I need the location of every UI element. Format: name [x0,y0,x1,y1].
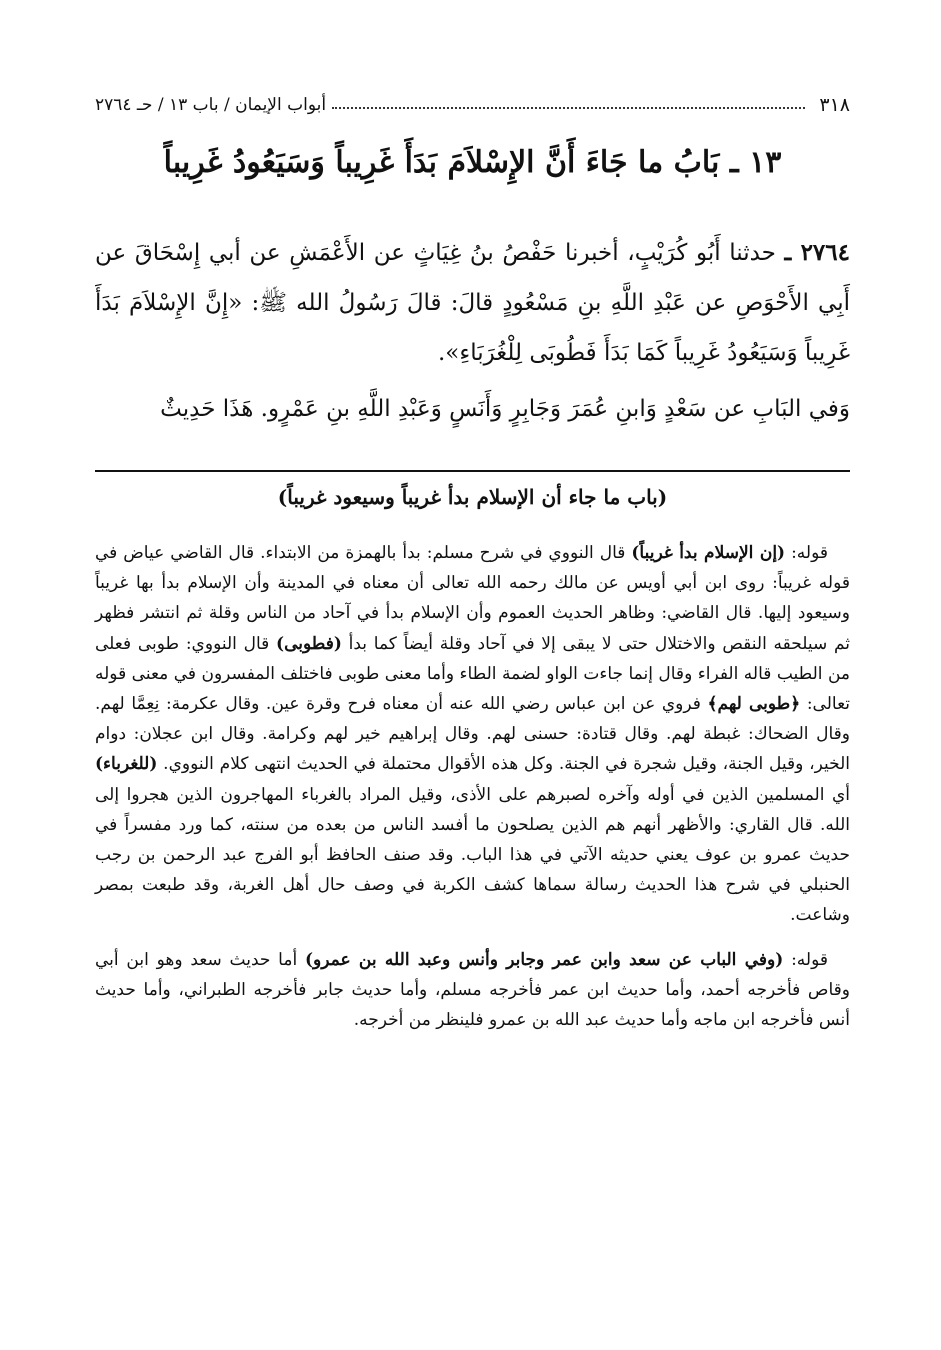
commentary-body: أي المسلمين الذين في أوله وآخره لصبرهم على الأذى، وقيل المراد بالغرباء المهاجرون الذين هجروا إلى الله. قال القاري: والأظهر أنهم هم الذين يصلحون ما أفسد الناس من بعده من سنته، كما ورد مفسراً في حديث عمرو بن عوف يعني حديثه الآتي في هذا الباب. وقد صنف الحافظ أبو الفرج عبد الرحمن بن رجب الحنبلي في شرح هذا الحديث رسالة سماها كشف الكربة في وصف حال أهل الغربة، وقد طبعت بمصر وشاعت. [95,784,850,926]
commentary-paragraph-2 [95,945,850,1036]
page-header [95,90,850,120]
hadith-text [95,228,850,434]
commentary-body: أما حديث سعد وهو ابن أبي وقاص فأخرجه أحمد، وأما حديث ابن عمر فأخرجه مسلم، وأما حديث جابر فأخرجه الطبراني، وأما حديث أنس فأخرجه ابن ماجه وأما حديث عبد الله بن عمرو فلينظر من أخرجه. [95,949,850,1031]
commentary-body: فروي عن ابن عباس رضي الله عنه أن معناه فرح وقرة عين. وقال عكرمة: نِعِمَّا لهم. وقال الضحاك: غبطة لهم. وقال قتادة: حسنى لهم. وقال إبراهيم خير لهم وكرامة. وقال ابن عجلان: دوام الخير، وقيل الجنة، وقيل شجرة في الجنة. وكل هذه الأقوال محتملة في الحديث انتهى كلام النووي. [95,694,850,775]
header-dotted-leader [332,107,805,109]
running-title: أبواب الإيمان / باب ١٣ / حـ ٢٧٦٤ [95,95,327,115]
commentary-text [95,538,850,1035]
chapter-title: ١٣ ـ بَابُ ما جَاءَ أَنَّ الإِسْلاَمَ بَدَأَ غَرِيباً وَسَيَعُودُ غَرِيباً [163,145,782,180]
hadith-body: حدثنا أَبُو كُرَيْبٍ، أخبرنا حَفْصُ بنُ غِيَاثٍ عن الأَعْمَشِ عن أبي إِسْحَاقَ عن أَبِي الأَحْوَصِ عن عَبْدِ اللَّهِ بنِ مَسْعُودٍ قالَ: قالَ رَسُولُ الله ﷺ: «إِنَّ الإِسْلاَمَ بَدَأَ غَرِيباً وَسَيَعُودُ غَرِيباً كَمَا بَدَأَ فَطُوبَى لِلْغُرَبَاءِ». [95,240,850,366]
commentary-lead: قوله: [791,949,829,970]
commentary-quote: (للغرباء) [95,754,158,775]
commentary-quote: (فطوبى) [276,633,342,654]
commentary-quote: (إن الإسلام بدأ غريباً) [631,543,786,563]
commentary-title: (باب ما جاء أن الإسلام بدأ غريباً وسيعود غريباً) [277,485,668,509]
commentary-body: قال النووي: طوبى فعلى من الطيب قاله الفراء وقال إنما جاءت الواو لضمة الطاء وأما معنى طوبى فاختلف المفسرون في معنى قوله تعالى: [95,633,851,715]
hadith-paragraph [95,228,850,378]
hadith-number: ٢٧٦٤ ـ [784,239,850,266]
page-number: ٣١٨ [819,94,850,116]
footnote-divider [95,470,850,472]
commentary-quote: (وفي الباب عن سعد وابن عمر وجابر وأنس وعبد الله بن عمرو) [305,949,784,970]
commentary-body: قال النووي في شرح مسلم: بدأ بالهمزة من الابتداء. قال القاضي عياض في قوله غريباً: روى ابن أبي أويس عن مالك رحمه الله تعالى أن معناه في المدينة وأن الإسلام بدأ بها غريباً وسيعود إليها. قال القاضي: وظاهر الحديث العموم وأن الإسلام بدأ في آحاد من الناس وقلة ثم انتشر فظهر ثم سيلحقه النقص والاختلال حتى لا يبقى إلا في آحاد وقلة أيضاً كما بدأ [95,543,851,654]
commentary-lead: قوله: [791,543,829,563]
hadith-continuation: وَفي البَابِ عن سَعْدٍ وَابنِ عُمَرَ وَجَابِرٍ وَأَنَسٍ وَعَبْدِ اللَّهِ بنِ عَمْرٍو. هَذَا حَدِيثٌ [160,396,850,422]
quran-quote: ﴿طوبى لهم﴾ [707,694,801,715]
commentary-paragraph-1 [95,538,850,931]
